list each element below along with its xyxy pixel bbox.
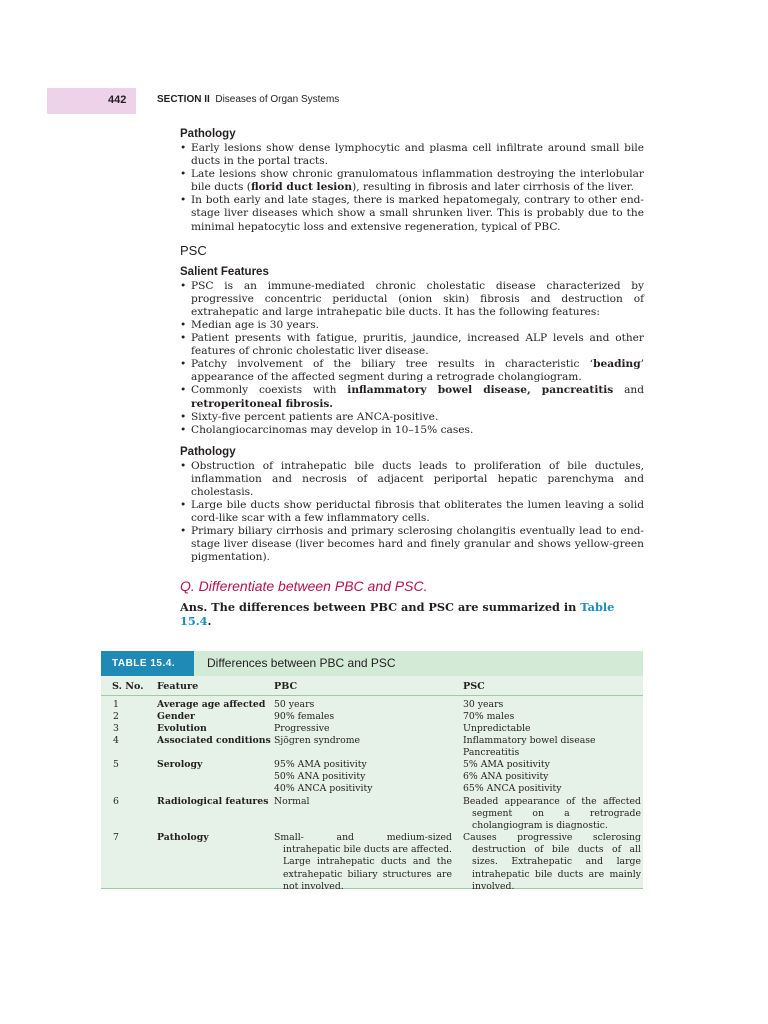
section-title: Diseases of Organ Systems (215, 94, 340, 105)
table-label: TABLE 15.4. (101, 651, 194, 676)
table-cell-psc: 30 years (463, 699, 504, 710)
list-item: • Large bile ducts show periductal fibrosis that obliterates the lumen leaving a solid cord-like scar with a few inflammatory cells. (180, 499, 644, 525)
list-item: • PSC is an immune-mediated chronic cholestatic disease characterized by progressive concentric periductal (onion skin) fibrosis and destruction of extrahepatic and large intrahepatic bile ducts. It has the following features: (180, 280, 644, 319)
table-cell-feature: Associated conditions (157, 735, 271, 746)
answer-prefix: Ans. The differences between PBC and PSC are summarized in (180, 599, 577, 614)
table-cell-feature: Average age affected (157, 699, 266, 710)
salient-features-heading: Salient Features (180, 265, 269, 278)
table-cell-sno: 1 (113, 699, 119, 710)
table-cell-pbc: Small- and medium-sized intrahepatic bile ducts are affected. Large intrahepatic ducts and the extrahepatic biliary structures are not involved. (274, 832, 452, 892)
list-item: • Primary biliary cirrhosis and primary sclerosing cholangitis eventually lead to end-stage liver disease (liver becomes hard and finely granular and shows yellow-green pigmentation). (180, 525, 644, 564)
table-title: Differences between PBC and PSC (207, 656, 396, 670)
table-cell-feature: Gender (157, 711, 195, 722)
table-cell-psc: 6% ANA positivity (463, 771, 549, 782)
table-cell-feature: Evolution (157, 723, 207, 734)
list-item: • Patchy involvement of the biliary tree results in characteristic ‘beading’ appearance of the affected segment during a retrograde cholangiogram. (180, 358, 644, 384)
running-head (157, 94, 339, 105)
pbc-pathology-heading: Pathology (180, 128, 236, 140)
column-header-psc: PSC (463, 681, 485, 692)
emphasis-text: florid duct lesion (250, 181, 353, 194)
body-text (180, 126, 644, 628)
table-cell-sno: 2 (113, 711, 119, 722)
answer-text (180, 600, 644, 628)
list-item: • Sixty-five percent patients are ANCA-positive. (180, 411, 644, 424)
table-cell-psc: Causes progressive sclerosing destruction of bile ducts of all sizes. Extrahepatic and large intrahepatic bile ducts are mainly involved. (463, 832, 641, 892)
list-item: • Median age is 30 years. (180, 319, 644, 332)
table-cell-psc: Pancreatitis (463, 747, 520, 758)
table-cell-sno: 7 (113, 832, 119, 843)
table-reference-link: Table 15.4 (180, 599, 615, 628)
pbc-pathology-list (180, 142, 644, 234)
list-item: • Cholangiocarcinomas may develop in 10–15% cases. (180, 424, 644, 437)
answer-suffix: . (207, 613, 212, 628)
psc-pathology-list (180, 460, 644, 565)
list-item: • In both early and late stages, there is marked hepatomegaly, contrary to other end-stage liver diseases which show a small shrunken liver. This is probably due to the minimal hepatocytic loss and extensive regeneration, typical of PBC. (180, 194, 644, 233)
table-cell-feature: Radiological features (157, 796, 269, 807)
table-cell-pbc: 95% AMA positivity (274, 759, 367, 770)
table-cell-sno: 4 (113, 735, 119, 746)
table-cell-psc: Inflammatory bowel disease (463, 735, 596, 746)
table-cell-psc: Beaded appearance of the affected segment on a retrograde cholangiogram is diagnostic. (463, 796, 641, 832)
emphasis-text: retroperitoneal fibrosis. (191, 397, 333, 410)
table-cell-pbc: 40% ANCA positivity (274, 783, 373, 794)
table-cell-psc: 70% males (463, 711, 515, 722)
table-cell-psc: 65% ANCA positivity (463, 783, 562, 794)
table-cell-psc: 5% AMA positivity (463, 759, 550, 770)
table-cell-sno: 3 (113, 723, 119, 734)
table-cell-pbc: 50 years (274, 699, 315, 710)
column-header-pbc: PBC (274, 681, 298, 692)
psc-salient-list (180, 280, 644, 437)
list-item: • Commonly coexists with inflammatory bowel disease, pancreatitis and retroperitoneal fibrosis. (180, 384, 644, 410)
table-cell-pbc: Progressive (274, 723, 330, 734)
list-item: • Early lesions show dense lymphocytic and plasma cell infiltrate around small bile ducts in the portal tracts. (180, 142, 644, 168)
table-cell-feature: Pathology (157, 832, 209, 843)
table-cell-feature: Serology (157, 759, 203, 770)
list-item: • Obstruction of intrahepatic bile ducts leads to proliferation of bile ductules, inflammation and necrosis of adjacent periportal hepatic parenchyma and cholestasis. (180, 460, 644, 499)
column-header-feature: Feature (157, 681, 199, 692)
table-cell-pbc: 90% females (274, 711, 335, 722)
section-label: SECTION II (157, 94, 210, 105)
table-cell-pbc: Sjögren syndrome (274, 735, 361, 746)
emphasis-text: beading (593, 358, 641, 371)
column-header-sno: S. No. (112, 681, 144, 692)
table-cell-psc: Unpredictable (463, 723, 531, 734)
table-cell-sno: 5 (113, 759, 119, 770)
table-cell-sno: 6 (113, 796, 119, 807)
table-cell-pbc: 50% ANA positivity (274, 771, 366, 782)
emphasis-text: inflammatory bowel disease, pancreatitis (347, 384, 614, 397)
list-item: • Patient presents with fatigue, pruritis, jaundice, increased ALP levels and other features of chronic cholestatic liver disease. (180, 332, 644, 358)
table-header-rule (101, 695, 643, 696)
psc-heading: PSC (180, 242, 207, 258)
list-item: • Late lesions show chronic granulomatous inflammation destroying the interlobular bile ducts (florid duct lesion), resulting in fibrosis and later cirrhosis of the liver. (180, 168, 644, 194)
question-heading: Q. Differentiate between PBC and PSC. (180, 577, 428, 594)
table-cell-pbc: Normal (274, 796, 310, 807)
page-number: 442 (108, 94, 127, 106)
psc-pathology-heading: Pathology (180, 445, 236, 458)
